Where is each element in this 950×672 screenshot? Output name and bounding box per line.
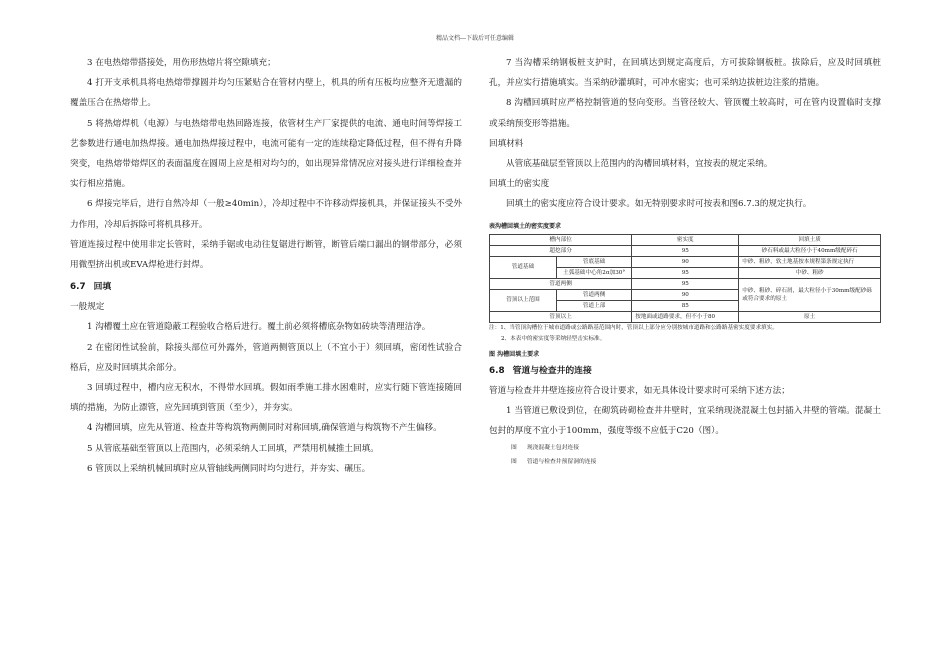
section-heading-6-8	[489, 361, 881, 381]
right-column	[489, 53, 881, 469]
table-row	[490, 311, 881, 322]
table-cell: 95	[632, 267, 739, 278]
rule-3: 3 回填过程中，槽内应无积水，不得带水回填。假如雨季施工排水困难时，应实行随下管连接随回填的措施，为防止漂管，应先回填到管顶（至少），并夯实。	[70, 383, 462, 414]
table-cell: 管道两侧	[490, 278, 632, 289]
table-cell: 95	[632, 245, 739, 256]
step-4: 4 打开支承机具将电热熔带撑圆并均匀压紧贴合在管材内壁上，机具的所有压板均应整齐无遗漏的覆盖压合在热熔带上。	[70, 78, 462, 109]
table-cell: 管道两侧	[557, 289, 632, 300]
figure-caption-encasement	[489, 441, 881, 455]
table-cell: 管道基础	[490, 256, 557, 278]
page-header: 精品文档---下载后可任意编辑	[435, 35, 515, 42]
section-title: 回填	[93, 282, 112, 293]
subheading-materials: 回填材料	[489, 138, 524, 149]
table-row	[490, 278, 881, 289]
section-title: 管道与检查井的连接	[512, 365, 592, 376]
left-column	[70, 53, 462, 479]
rule-7: 7 当沟槽采纳钢板桩支护时，在回填达到规定高度后，方可拔除钢板桩。拔除后，应及时回填桩孔，并应实行措施填实。当采纳砂灌填时，可冲水密实；也可采纳边拔桩边注浆的措施。	[489, 58, 881, 89]
table-cell: 95	[632, 278, 739, 289]
table-row	[490, 245, 881, 256]
materials-text: 从管底基础层至管顶以上范围内的沟槽回填材料，宜按表的规定采纳。	[506, 159, 773, 170]
table-cell: 土弧基础中心角2α加30°	[557, 267, 632, 278]
step-3: 3 在电热熔带搭接处，用伤形热熔片将空隙填充；	[87, 58, 276, 68]
table-cell: 中砂、粗砂、碎石屑，最大粒径小于30mm级配砂砾或符合要求的原土	[739, 278, 881, 311]
density-text: 回填土的密实度应符合设计要求。如无特别要求时可按表和图6.7.3的规定执行。	[506, 199, 812, 210]
column-header: 密实度	[632, 234, 739, 245]
table-cell: 原土	[739, 311, 881, 322]
backfill-density-table	[489, 234, 881, 323]
rule-5: 5 从管底基础至管顶以上范围内，必须采纳人工回填，严禁用机械推土回填。	[87, 443, 379, 454]
table-cell: 按地面或道路要求，但不小于80	[632, 311, 739, 322]
connection-intro: 管道与检查井井壁连接应符合设计要求，如无具体设计要求时可采纳下述方法；	[489, 385, 790, 396]
table-cell: 85	[632, 300, 739, 311]
table-cell: 中砂、粗砂，软土地基按本规程第条规定执行	[739, 256, 881, 267]
table-row	[490, 256, 881, 267]
figure-caption-backfill: 图 沟槽回填土要求	[489, 350, 540, 358]
section-number: 6.8	[489, 365, 505, 376]
column-header: 槽内部位	[490, 234, 632, 245]
figure-label: 图	[511, 445, 517, 452]
table-cell: 管顶以上范围	[490, 289, 557, 311]
table-caption: 表沟槽回填土的密实度要求	[489, 222, 562, 230]
table-cell: 管道上部	[557, 300, 632, 311]
figure-title: 管道与检查井预留洞的连接	[526, 459, 597, 466]
section-heading-6-7	[70, 277, 462, 297]
table-note-2: 2、本表中的密实度等采纳轻型击实标准。	[501, 335, 606, 342]
subheading-general: 一般规定	[70, 302, 105, 313]
table-cell: 90	[632, 256, 739, 267]
step-5: 5 将热熔焊机（电源）与电热熔带电热回路连接，依管材生产厂家提供的电流、通电时间等焊接工艺参数进行通电加热焊接。通电加热焊接过程中，电流可能有一定的连续稳定降低过程，但不得有升降突变，电热熔带熔焊区的表面温度在圆周上应是相对均匀的，如出现异常情况应对接头进行详细检查并实行相应措施。	[70, 118, 462, 190]
figure-title: 现浇混凝土包封连接	[526, 445, 579, 452]
table-cell: 管底基础	[557, 256, 632, 267]
rule-8: 8 沟槽回填时应严格控制管道的竖向变形。当管径较大、管顶覆土较高时，可在管内设置临时支撑或采纳预变形等措施。	[489, 98, 881, 129]
rule-6: 6 管顶以上采纳机械回填时应从管轴线两侧同时均匀进行，并夯实、碾压。	[87, 463, 371, 474]
figure-label: 图	[511, 459, 517, 466]
table-header-row	[490, 234, 881, 245]
connection-rule-1: 1 当管道已敷设到位，在砌筑砖砌检查井井壁时，宜采纳现浇混凝土包封插入井壁的管端。混凝土包封的厚度不宜小于100mm，强度等级不应低于C20（图）。	[489, 405, 881, 437]
rule-4: 4 沟槽回填，应先从管道、检查井等构筑物两侧同时对称回填,确保管道与构筑物不产生偏移。	[87, 423, 442, 434]
pipe-cutting-paragraph: 管道连接过程中使用非定长管时，采纳手锯或电动往复锯进行断管，断管后端口漏出的钢带部分，必须用微型挤出机或EVA焊枪进行封焊。	[70, 239, 462, 271]
rule-1: 1 沟槽覆土应在管道隐蔽工程验收合格后进行。覆土前必须将槽底杂物如砖块等清理洁净。	[87, 322, 431, 333]
table-cell: 超挖部分	[490, 245, 632, 256]
rule-2: 2 在密闭性试验前，除接头部位可外露外，管道两侧管顶以上（不宜小于）须回填，密闭性试验合格后，应及时回填其余部分。	[70, 342, 462, 373]
table-cell: 砂石料或最大粒径小于40mm级配碎石	[739, 245, 881, 256]
table-cell: 中砂、粗砂	[739, 267, 881, 278]
section-number: 6.7	[70, 282, 86, 293]
table-cell: 管顶以上	[490, 311, 632, 322]
subheading-density: 回填土的密实度	[489, 179, 550, 190]
table-cell: 90	[632, 289, 739, 300]
figure-caption-reserved-hole	[489, 455, 881, 469]
step-6: 6 焊接完毕后，进行自然冷却（一般≥40min），冷却过程中不许移动焊接机具，并保证接头不受外力作用，冷却后拆除可将机具移开。	[70, 199, 462, 230]
table-note-1: 注：1、当管顶沟槽位于城市道路或公路路基范围内时，管顶以上部分应分别按城市道路和公路路基密实度要求填实。	[489, 324, 778, 331]
column-header: 回填土质	[739, 234, 881, 245]
